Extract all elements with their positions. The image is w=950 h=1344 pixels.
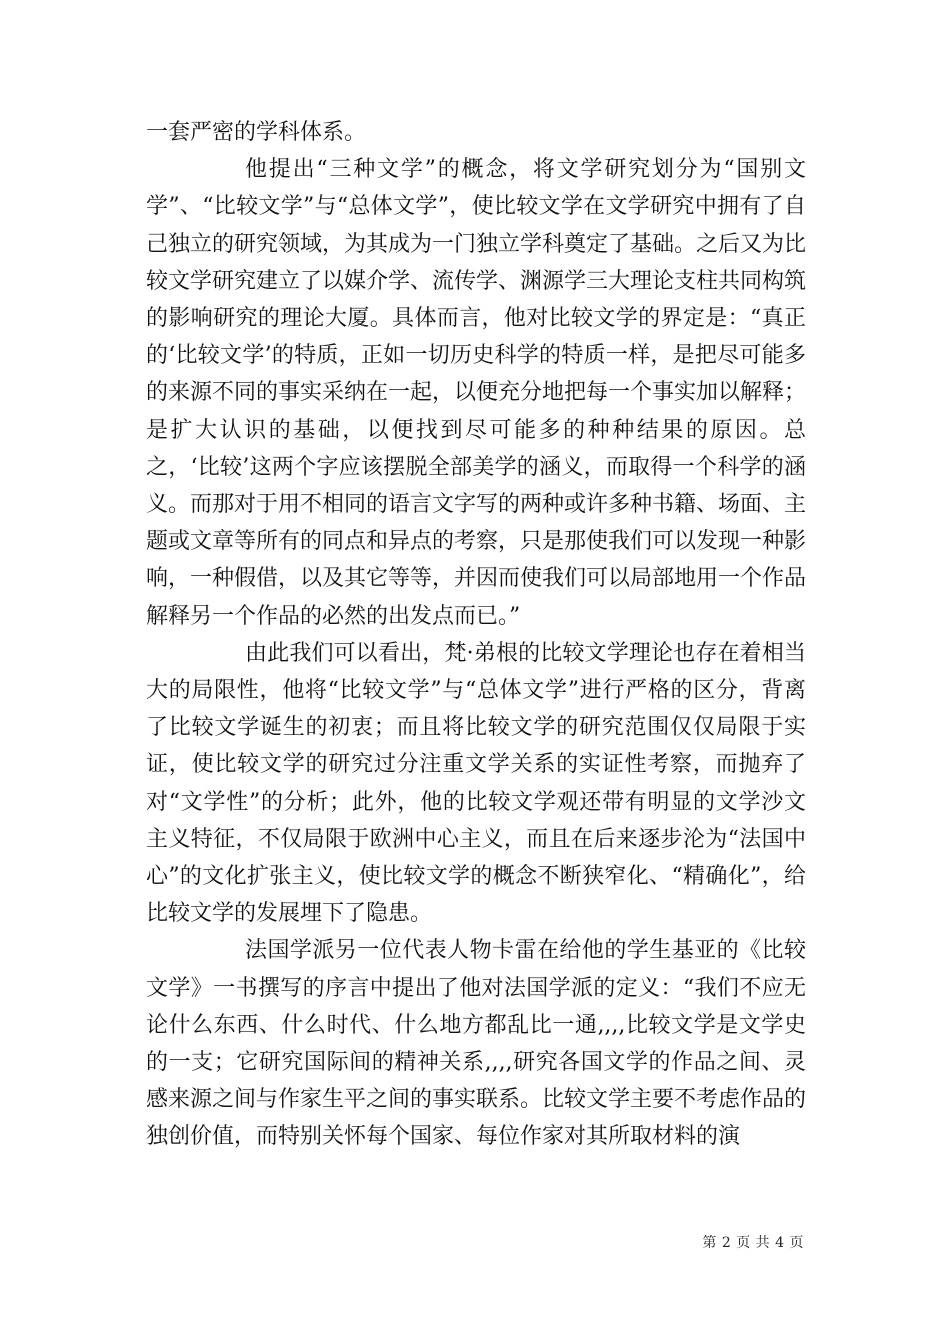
paragraph-continuation: 一套严密的学科体系。 — [146, 120, 367, 145]
paragraph-three-literatures: 他提出“三种文学”的概念，将文学研究划分为“国别文学”、“比较文学”与“总体文学”，使比较文学在文学研究中拥有了自己独立的研究领域，为其成为一门独立学科奠定了基础。之后又为比较文学研究建立了以媒介学、流传学、渊源学三大理论支柱共同构筑的影响研究的理论大厦。具体而言，他对比较文学的界定是：“真正的‘比较文学’的特质，正如一切历史科学的特质一样，是把尽可能多的来源不同的事实采纳在一起，以便充分地把每一个事实加以解释；是扩大认识的基础，以便找到尽可能多的种种结果的原因。总之，‘比较’这两个字应该摆脱全部美学的涵义，而取得一个科学的涵义。而那对于用不相同的语言文字写的两种或许多种书籍、场面、主题或文章等所有的同点和异点的考察，只是那使我们可以发现一种影响，一种假借，以及其它等等，并因而使我们可以局部地用一个作品解释另一个作品的必然的出发点而已。” — [146, 157, 807, 629]
page-number-footer: 第 2 页 共 4 页 — [702, 1235, 804, 1251]
paragraph-limitations: 由此我们可以看出，梵·弟根的比较文学理论也存在着相当大的局限性，他将“比较文学”与“总体文学”进行严格的区分，背离了比较文学诞生的初衷；而且将比较文学的研究范围仅仅局限于实证，使比较文学的研究过分注重文学关系的实证性考察，而抛弃了对“文学性”的分析；此外，他的比较文学观还带有明显的文学沙文主义特征，不仅局限于欧洲中心主义，而且在后来逐步沦为“法国中心”的文化扩张主义，使比较文学的概念不断狭窄化、“精确化”，给比较文学的发展埋下了隐患。 — [146, 640, 806, 927]
paragraph-carre-definition: 法国学派另一位代表人物卡雷在给他的学生基亚的《比较文学》一书撰写的序言中提出了他对法国学派的定义：“我们不应无论什么东西、什么时代、什么地方都乱比一通,,,,比较文学是文学史的一支；它研究国际间的精神关系,,,,研究各国文学的作品之间、灵感来源之间与作家生平之间的事实联系。比较文学主要不考虑作品的独创价值，而特别关怀每个国家、每位作家对其所取材料的演 — [146, 938, 807, 1150]
document-body — [146, 114, 806, 1156]
